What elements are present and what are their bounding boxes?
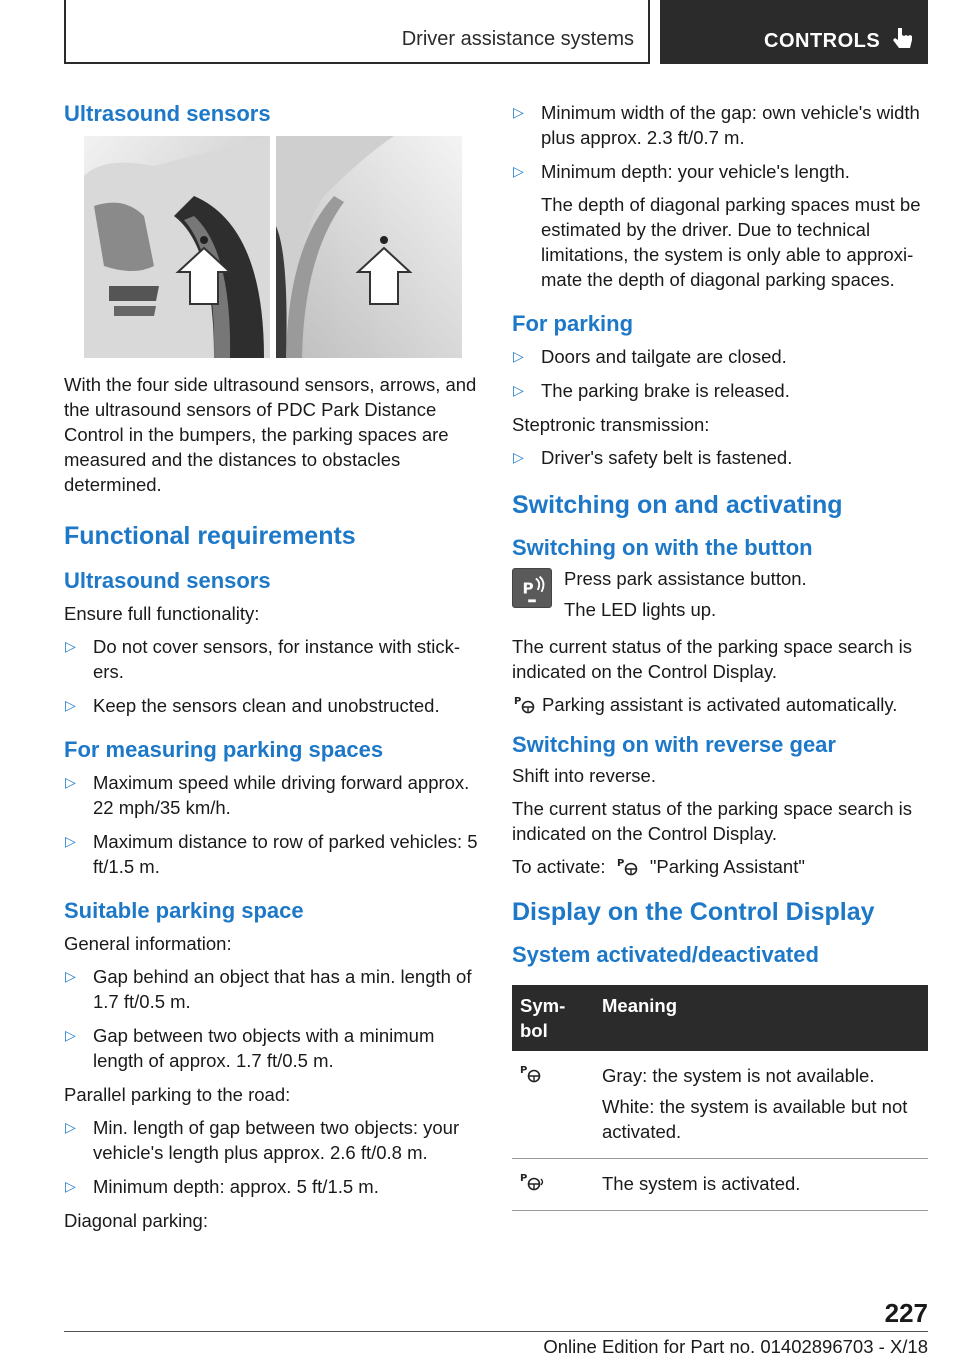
triangle-bullet-icon: ▷ — [65, 697, 76, 713]
diagonal-note: The depth of diagonal parking spaces must be estimated by the driver. Due to technical limitations, the system is only able to approximate the depth of diagonal parking spaces. — [541, 194, 921, 290]
header-section-box — [64, 0, 650, 64]
table-header-meaning: Meaning — [594, 985, 928, 1051]
list-item: ▷ Do not cover sensors, for instance with stickers. — [65, 636, 461, 682]
header-chapter-box — [660, 0, 928, 64]
pointing-hand-icon — [892, 26, 914, 52]
svg-text:P: P — [616, 858, 625, 869]
triangle-bullet-icon: ▷ — [513, 163, 524, 179]
led-text: The LED lights up. — [564, 599, 717, 620]
list-item: ▷ Gap behind an object that has a min. length of 1.7 ft/0.5 m. — [65, 966, 472, 1012]
parallel-text: Parallel parking to the road: — [64, 1084, 291, 1105]
footer-edition: Online Edition for Part no. 01402896703 - X/18 — [543, 1336, 928, 1357]
parking-assistant-gray-icon — [520, 1063, 542, 1083]
to-activate-line: To activate: P "Parking Assistant" — [512, 856, 805, 877]
table-header-symbol: Symbol — [512, 985, 594, 1051]
heading-measuring-parking-spaces: For measuring parking spaces — [64, 737, 384, 762]
parking-assistant-icon — [514, 694, 536, 714]
press-button-text: Press park assistance button. — [564, 568, 807, 589]
right-column — [512, 100, 928, 1211]
list-item: ▷ Minimum width of the gap: own vehicle's width plus approx. 2.3 ft/0.7 m. — [513, 102, 920, 148]
svg-text:P: P — [520, 1173, 528, 1184]
svg-text:P: P — [522, 579, 534, 598]
triangle-bullet-icon: ▷ — [65, 833, 76, 849]
diagonal-text: Diagonal parking: — [64, 1210, 208, 1231]
measuring-list — [64, 770, 482, 879]
status-text-2: The current status of the parking space search is indicated on the Control Display. — [512, 798, 913, 844]
table-cell-text: White: the system is available but not activated. — [602, 1096, 908, 1142]
heading-for-parking: For parking — [512, 311, 634, 336]
parking-assistant-active-icon — [520, 1171, 546, 1191]
list-item: ▷ Driver's safety belt is fastened. — [513, 447, 793, 468]
general-text: General information: — [64, 933, 232, 954]
table-row — [512, 1051, 928, 1159]
heading-ultrasound-sensors-2: Ultrasound sensors — [64, 568, 271, 593]
figure-description: With the four side ultrasound sensors, arrows, and the ultrasound sensors of PDC Park Distance Control in the bumpers, the parking spaces are measured and the distances to obstacles determined. — [64, 374, 477, 495]
triangle-bullet-icon: ▷ — [513, 348, 524, 364]
ultrasound-sensor-figure — [64, 136, 482, 358]
shift-text: Shift into reverse. — [512, 765, 656, 786]
triangle-bullet-icon: ▷ — [65, 774, 76, 790]
heading-functional-requirements: Functional requirements — [64, 522, 356, 550]
list-item: ▷ Minimum depth: approx. 5 ft/1.5 m. — [65, 1176, 379, 1197]
general-list — [64, 964, 482, 1073]
svg-text:P: P — [520, 1065, 528, 1076]
heading-display-control-display: Display on the Control Display — [512, 898, 875, 926]
heading-switching-on-activating: Switching on and activating — [512, 491, 843, 519]
triangle-bullet-icon: ▷ — [65, 638, 76, 654]
page-header — [64, 0, 928, 64]
triangle-bullet-icon: ▷ — [65, 1178, 76, 1194]
heading-ultrasound-sensors: Ultrasound sensors — [64, 101, 271, 126]
heading-system-activated: System activated/deactivated — [512, 942, 819, 967]
status-text-1: The current status of the parking space search is indicated on the Control Display. — [512, 636, 913, 682]
parking-list — [512, 344, 928, 403]
park-button-instruction — [512, 566, 928, 624]
parking-assistant-menu-icon — [617, 856, 639, 876]
table-row — [512, 1159, 928, 1211]
triangle-bullet-icon: ▷ — [65, 968, 76, 984]
page-number: 227 — [884, 1298, 928, 1328]
ensure-text: Ensure full functionality: — [64, 603, 260, 624]
list-item: ▷ The parking brake is released. — [513, 380, 790, 401]
menu-item-parking-assistant: "Parking Assistant" — [649, 856, 805, 877]
left-column — [64, 100, 482, 1241]
svg-text:P: P — [514, 696, 522, 707]
auto-activation: P Parking assistant is activated automatically. — [514, 694, 898, 715]
triangle-bullet-icon: ▷ — [513, 104, 524, 120]
list-item: ▷ Keep the sensors clean and unobstructed. — [65, 695, 440, 716]
list-item: ▷ Min. length of gap between two objects: your vehicle's length plus approx. 2.6 ft/0.8 m. — [65, 1117, 460, 1163]
list-item: ▷ Maximum speed while driving forward approx. 22 mph/35 km/h. — [65, 772, 470, 818]
table-cell-text: Gray: the system is not available. — [602, 1065, 875, 1086]
park-assist-button-icon — [512, 568, 552, 608]
list-item: ▷ Minimum depth: your vehicle's length. The depth of diagonal parking spaces must be estimated by the driver. Due to technical limitations, the system is only able to approximate the depth of diagonal parking spaces. — [512, 159, 928, 292]
diagonal-list — [512, 100, 928, 292]
triangle-bullet-icon: ▷ — [513, 382, 524, 398]
heading-suitable-parking-space: Suitable parking space — [64, 898, 304, 923]
header-section-title: Driver assistance systems — [401, 28, 634, 50]
list-item: ▷ Doors and tailgate are closed. — [513, 346, 787, 367]
steptronic-text: Steptronic transmission: — [512, 414, 710, 435]
header-chapter-title: CONTROLS — [764, 30, 881, 52]
parallel-list — [64, 1115, 482, 1199]
car-sensor-illustration — [64, 136, 482, 358]
heading-switching-on-button: Switching on with the button — [512, 535, 813, 560]
triangle-bullet-icon: ▷ — [513, 449, 524, 465]
symbol-table — [512, 985, 928, 1211]
footer-divider — [64, 1331, 928, 1332]
table-cell-text: The system is activated. — [602, 1173, 801, 1194]
triangle-bullet-icon: ▷ — [65, 1027, 76, 1043]
ensure-list — [64, 634, 482, 718]
list-item: ▷ Maximum distance to row of parked vehicles: 5 ft/1.5 m. — [65, 831, 478, 877]
steptronic-list — [512, 445, 928, 470]
triangle-bullet-icon: ▷ — [65, 1119, 76, 1135]
list-item: ▷ Gap between two objects with a minimum length of approx. 1.7 ft/0.5 m. — [65, 1025, 435, 1071]
heading-switching-on-reverse: Switching on with reverse gear — [512, 732, 836, 757]
